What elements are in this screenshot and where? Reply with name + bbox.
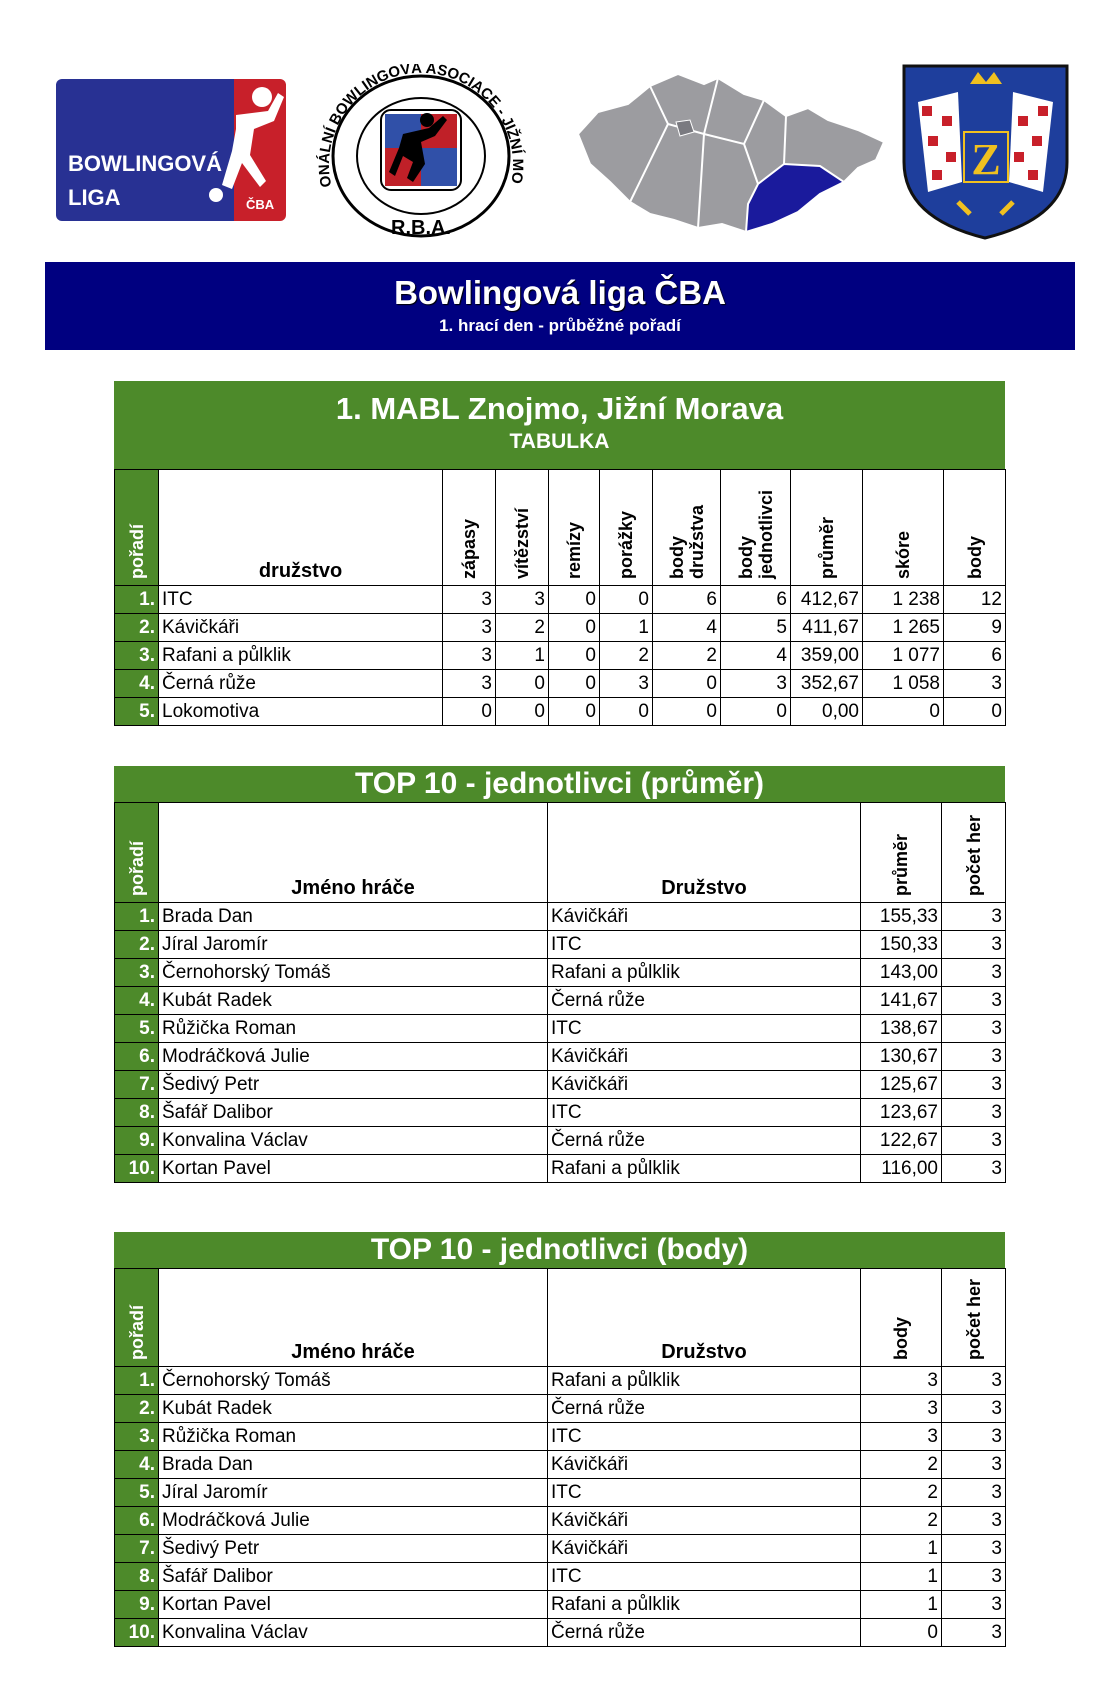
player-cell: Růžička Roman — [159, 1423, 548, 1451]
standings-header — [114, 381, 1005, 469]
team-cell: Rafani a půlklik — [548, 1367, 861, 1395]
value-cell: 6 — [944, 642, 1006, 670]
table-row — [115, 1591, 1006, 1619]
games-cell: 3 — [942, 1155, 1006, 1183]
czech-map-icon — [558, 64, 888, 236]
rba-ring-text: ONÁLNÍ BOWLINGOVÁ ASOCIACE - JIŽNÍ MO — [315, 64, 527, 189]
player-cell: Kortan Pavel — [159, 1591, 548, 1619]
player-cell: Černohorský Tomáš — [159, 1367, 548, 1395]
value-cell: 0 — [496, 698, 549, 726]
rank-cell: 3. — [115, 1423, 159, 1451]
col-header: porážky — [616, 510, 636, 579]
table-row — [115, 1155, 1006, 1183]
top-avg-table — [114, 802, 1006, 1183]
player-cell: Modráčková Julie — [159, 1507, 548, 1535]
team-cell: Černá růže — [548, 1127, 861, 1155]
value-cell: 1 — [861, 1591, 942, 1619]
table-row — [115, 903, 1006, 931]
value-cell: 5 — [721, 614, 791, 642]
player-cell: Šedivý Petr — [159, 1535, 548, 1563]
team-cell: Kávičkáři — [548, 1507, 861, 1535]
value-cell: 0 — [861, 1619, 942, 1647]
coat-letter: Z — [971, 135, 1001, 184]
top-avg-header — [114, 766, 1005, 802]
rank-cell: 10. — [115, 1619, 159, 1647]
games-cell: 3 — [942, 1451, 1006, 1479]
games-cell: 3 — [942, 1127, 1006, 1155]
value-cell: 0 — [496, 670, 549, 698]
player-cell: Šafář Dalibor — [159, 1563, 548, 1591]
value-cell: 3 — [721, 670, 791, 698]
table-row — [115, 959, 1006, 987]
games-cell: 3 — [942, 1015, 1006, 1043]
value-cell: 0 — [721, 698, 791, 726]
value-cell: 0 — [600, 698, 653, 726]
top-points-header — [114, 1232, 1005, 1268]
col-header: body jednotlivci — [735, 489, 776, 579]
value-cell: 3 — [600, 670, 653, 698]
games-cell: 3 — [942, 1099, 1006, 1127]
rank-cell: 2. — [115, 931, 159, 959]
team-header: družstvo — [159, 470, 443, 586]
value-cell: 155,33 — [861, 903, 942, 931]
rank-cell: 5. — [115, 1015, 159, 1043]
player-header: Jméno hráče — [159, 1269, 548, 1367]
rank-cell: 3. — [115, 959, 159, 987]
value-cell: 143,00 — [861, 959, 942, 987]
value-cell: 0 — [549, 698, 600, 726]
value-cell: 1 — [861, 1563, 942, 1591]
value-cell: 1 077 — [863, 642, 944, 670]
value-cell: 3 — [861, 1367, 942, 1395]
value-cell: 3 — [861, 1395, 942, 1423]
bowlingova-liga-logo — [56, 79, 286, 221]
team-cell: Rafani a půlklik — [548, 959, 861, 987]
table-row — [115, 1099, 1006, 1127]
games-cell: 3 — [942, 1591, 1006, 1619]
rank-header: pořadí — [126, 840, 147, 896]
banner-title: Bowlingová liga ČBA — [394, 274, 726, 311]
value-cell: 2 — [861, 1451, 942, 1479]
team-cell: ITC — [548, 1423, 861, 1451]
rank-cell: 9. — [115, 1591, 159, 1619]
player-cell: Modráčková Julie — [159, 1043, 548, 1071]
value-cell: 1 265 — [863, 614, 944, 642]
team-cell: ITC — [548, 931, 861, 959]
value-cell: 125,67 — [861, 1071, 942, 1099]
player-cell: Konvalina Václav — [159, 1619, 548, 1647]
col-header: remízy — [564, 521, 584, 579]
value-cell: 0 — [549, 670, 600, 698]
value-cell: 0 — [549, 614, 600, 642]
games-cell: 3 — [942, 1043, 1006, 1071]
team-cell: Kávičkáři — [159, 614, 443, 642]
rank-cell: 3. — [115, 642, 159, 670]
value-cell: 1 — [861, 1535, 942, 1563]
rank-header: pořadí — [126, 523, 147, 579]
player-cell: Kubát Radek — [159, 987, 548, 1015]
rank-cell: 6. — [115, 1507, 159, 1535]
player-cell: Černohorský Tomáš — [159, 959, 548, 987]
rba-logo — [303, 64, 539, 242]
table-row — [115, 1015, 1006, 1043]
col-header: body družstva — [666, 504, 707, 579]
team-cell: Černá růže — [548, 987, 861, 1015]
table-row — [115, 1423, 1006, 1451]
rank-cell: 7. — [115, 1071, 159, 1099]
top-avg-header-row — [115, 803, 1006, 903]
team-cell: Kávičkáři — [548, 903, 861, 931]
team-cell: Lokomotiva — [159, 698, 443, 726]
value-cell: 0 — [653, 698, 721, 726]
games-cell: 3 — [942, 1563, 1006, 1591]
rank-cell: 2. — [115, 1395, 159, 1423]
rank-cell: 4. — [115, 1451, 159, 1479]
rank-cell: 9. — [115, 1127, 159, 1155]
value-cell: 3 — [861, 1423, 942, 1451]
player-cell: Kubát Radek — [159, 1395, 548, 1423]
value-cell: 0 — [549, 586, 600, 614]
table-row — [115, 1451, 1006, 1479]
value-cell: 9 — [944, 614, 1006, 642]
top-avg-title: TOP 10 - jednotlivci (průměr) — [355, 767, 764, 800]
games-cell: 3 — [942, 903, 1006, 931]
rank-cell: 5. — [115, 1479, 159, 1507]
value-cell: 0 — [600, 586, 653, 614]
player-cell: Šafář Dalibor — [159, 1099, 548, 1127]
table-row — [115, 1563, 1006, 1591]
team-cell: Černá růže — [548, 1395, 861, 1423]
value-cell: 3 — [944, 670, 1006, 698]
team-cell: Rafani a půlklik — [548, 1155, 861, 1183]
games-cell: 3 — [942, 1367, 1006, 1395]
team-cell: Kávičkáři — [548, 1043, 861, 1071]
player-cell: Brada Dan — [159, 1451, 548, 1479]
table-row — [115, 1395, 1006, 1423]
value-cell: 3 — [443, 614, 496, 642]
value-cell: 1 — [496, 642, 549, 670]
value-header: průměr — [891, 833, 911, 896]
col-header: průměr — [816, 516, 837, 579]
rank-cell: 8. — [115, 1563, 159, 1591]
team-cell: Rafani a půlklik — [159, 642, 443, 670]
value-cell: 6 — [653, 586, 721, 614]
logo-line-2: LIGA — [68, 185, 121, 210]
value-cell: 411,67 — [791, 614, 863, 642]
rank-cell: 1. — [115, 903, 159, 931]
col-header: zápasy — [459, 518, 479, 579]
games-cell: 3 — [942, 1395, 1006, 1423]
table-row — [115, 1127, 1006, 1155]
rank-cell: 4. — [115, 987, 159, 1015]
rank-cell: 10. — [115, 1155, 159, 1183]
team-cell: Kávičkáři — [548, 1451, 861, 1479]
rank-cell: 4. — [115, 670, 159, 698]
table-row — [115, 614, 1006, 642]
team-header: Družstvo — [548, 1269, 861, 1367]
value-cell: 4 — [721, 642, 791, 670]
value-cell: 3 — [443, 642, 496, 670]
top-points-title: TOP 10 - jednotlivci (body) — [370, 1233, 749, 1266]
games-cell: 3 — [942, 1619, 1006, 1647]
table-row — [115, 698, 1006, 726]
player-cell: Šedivý Petr — [159, 1071, 548, 1099]
player-cell: Růžička Roman — [159, 1015, 548, 1043]
value-cell: 412,67 — [791, 586, 863, 614]
team-cell: Černá růže — [159, 670, 443, 698]
value-cell: 0,00 — [791, 698, 863, 726]
value-cell: 150,33 — [861, 931, 942, 959]
value-cell: 0 — [944, 698, 1006, 726]
value-cell: 2 — [496, 614, 549, 642]
value-cell: 2 — [861, 1479, 942, 1507]
value-cell: 2 — [653, 642, 721, 670]
header-banner — [45, 262, 1075, 350]
table-row — [115, 1367, 1006, 1395]
rba-bottom-text: R.B.A. — [391, 217, 451, 239]
games-header: počet her — [963, 1278, 984, 1360]
value-cell: 130,67 — [861, 1043, 942, 1071]
standings-title: 1. MABL Znojmo, Jižní Morava — [335, 391, 784, 426]
col-header: skóre — [893, 530, 913, 579]
value-cell: 123,67 — [861, 1099, 942, 1127]
team-cell: ITC — [159, 586, 443, 614]
value-cell: 2 — [600, 642, 653, 670]
logo-line-1: BOWLINGOVÁ — [68, 151, 222, 176]
player-cell: Brada Dan — [159, 903, 548, 931]
value-cell: 138,67 — [861, 1015, 942, 1043]
team-cell: Rafani a půlklik — [548, 1591, 861, 1619]
standings-subtitle: TABULKA — [509, 430, 610, 453]
team-header: Družstvo — [548, 803, 861, 903]
value-cell: 0 — [653, 670, 721, 698]
games-cell: 3 — [942, 1071, 1006, 1099]
value-cell: 3 — [443, 670, 496, 698]
team-cell: ITC — [548, 1479, 861, 1507]
value-cell: 2 — [861, 1507, 942, 1535]
games-cell: 3 — [942, 987, 1006, 1015]
player-cell: Jíral Jaromír — [159, 931, 548, 959]
value-cell: 3 — [496, 586, 549, 614]
value-cell: 352,67 — [791, 670, 863, 698]
col-header: vítězství — [512, 507, 532, 579]
rank-cell: 6. — [115, 1043, 159, 1071]
znojmo-coat-of-arms-icon — [898, 62, 1073, 242]
value-cell: 141,67 — [861, 987, 942, 1015]
rank-cell: 2. — [115, 614, 159, 642]
games-header: počet her — [963, 814, 984, 896]
table-row — [115, 1535, 1006, 1563]
team-cell: ITC — [548, 1099, 861, 1127]
value-cell: 0 — [863, 698, 944, 726]
value-cell: 12 — [944, 586, 1006, 614]
games-cell: 3 — [942, 931, 1006, 959]
value-header: body — [891, 1317, 911, 1360]
value-cell: 1 058 — [863, 670, 944, 698]
rank-cell: 8. — [115, 1099, 159, 1127]
value-cell: 1 — [600, 614, 653, 642]
table-row — [115, 670, 1006, 698]
logo-badge: ČBA — [246, 197, 275, 212]
value-cell: 1 238 — [863, 586, 944, 614]
rank-cell: 7. — [115, 1535, 159, 1563]
standings-header-row — [115, 470, 1006, 586]
player-cell: Jíral Jaromír — [159, 1479, 548, 1507]
top-points-table — [114, 1268, 1006, 1647]
team-cell: ITC — [548, 1015, 861, 1043]
games-cell: 3 — [942, 1507, 1006, 1535]
player-cell: Kortan Pavel — [159, 1155, 548, 1183]
games-cell: 3 — [942, 1535, 1006, 1563]
games-cell: 3 — [942, 1423, 1006, 1451]
value-cell: 3 — [443, 586, 496, 614]
games-cell: 3 — [942, 959, 1006, 987]
table-row — [115, 931, 1006, 959]
player-header: Jméno hráče — [159, 803, 548, 903]
value-cell: 0 — [549, 642, 600, 670]
rank-header: pořadí — [126, 1304, 147, 1360]
banner-subtitle: 1. hrací den - průběžné pořadí — [439, 316, 681, 335]
table-row — [115, 642, 1006, 670]
rank-cell: 1. — [115, 1367, 159, 1395]
col-header: body — [964, 536, 985, 579]
top-points-header-row — [115, 1269, 1006, 1367]
standings-table — [114, 469, 1006, 726]
value-cell: 0 — [443, 698, 496, 726]
rank-cell: 1. — [115, 586, 159, 614]
table-row — [115, 1479, 1006, 1507]
value-cell: 116,00 — [861, 1155, 942, 1183]
team-cell: Kávičkáři — [548, 1071, 861, 1099]
team-cell: ITC — [548, 1563, 861, 1591]
table-row — [115, 987, 1006, 1015]
value-cell: 4 — [653, 614, 721, 642]
table-row — [115, 1619, 1006, 1647]
table-row — [115, 1043, 1006, 1071]
rank-cell: 5. — [115, 698, 159, 726]
value-cell: 6 — [721, 586, 791, 614]
team-cell: Černá růže — [548, 1619, 861, 1647]
games-cell: 3 — [942, 1479, 1006, 1507]
player-cell: Konvalina Václav — [159, 1127, 548, 1155]
table-row — [115, 586, 1006, 614]
value-cell: 122,67 — [861, 1127, 942, 1155]
team-cell: Kávičkáři — [548, 1535, 861, 1563]
value-cell: 359,00 — [791, 642, 863, 670]
table-row — [115, 1507, 1006, 1535]
table-row — [115, 1071, 1006, 1099]
